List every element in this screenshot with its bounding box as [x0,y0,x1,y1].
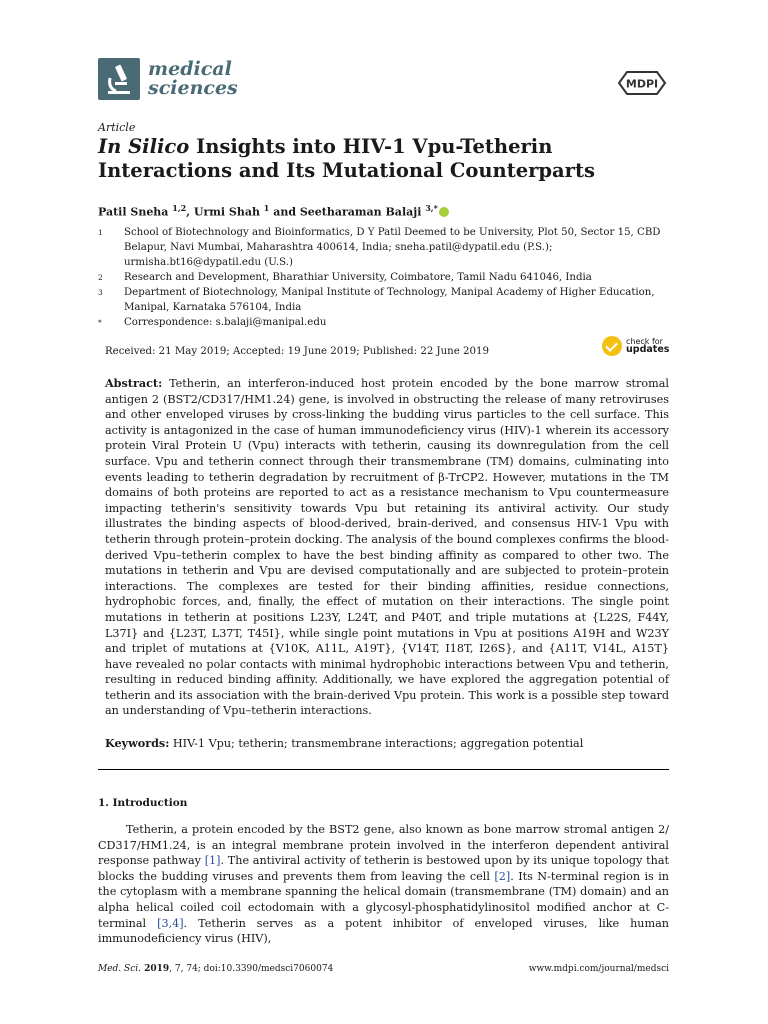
keywords [105,736,669,750]
title-rest: Insights into HIV-1 Vpu-Tetherin Interactions and Its Mutational Counterparts [98,135,595,182]
citation-link[interactable]: [1] [204,854,221,868]
footer-doi[interactable]: , 7, 74; doi:10.3390/medsci7060074 [169,964,334,974]
publication-dates: Received: 21 May 2019; Accepted: 19 June 2019; Published: 22 June 2019 [105,346,489,357]
affiliation-number: 3 [98,288,103,297]
author-1-affil: 1,2 [172,203,187,213]
author-2-affil: 1 [263,203,270,213]
intro-text-4: . Tetherin serves as a potent inhibitor of enveloped viruses, like human immunodeficiency virus (HIV), [98,916,669,946]
author-1: Patil Sneha [98,205,173,219]
affiliation-number: * [98,318,102,327]
microscope-logo-icon [98,58,140,100]
footer-journal-url[interactable]: www.mdpi.com/journal/medsci [528,964,669,974]
check-updates-badge[interactable] [602,336,669,356]
mdpi-logo-icon[interactable] [613,68,669,98]
keywords-label: Keywords: [105,736,170,750]
check-updates-icon [602,336,622,356]
orcid-icon[interactable] [439,207,449,217]
check-updates-label [626,338,669,354]
author-list [98,203,449,219]
correspondence-text[interactable]: Correspondence: s.balaji@manipal.edu [124,317,327,328]
affiliation-text: Department of Biotechnology, Manipal Institute of Technology, Manipal Academy of Higher Education, Manipal, Karnataka 576104, India [124,287,655,313]
mdpi-logo-text: MDPI [625,77,659,91]
journal-name-line2: sciences [148,77,238,99]
author-3: and Seetharaman Balaji [269,205,426,219]
affiliation-number: 2 [98,273,103,282]
journal-logo[interactable] [98,58,238,100]
check-updates-line1: check for [626,337,663,346]
paper-title [98,135,678,183]
affiliations [98,225,668,330]
abstract-text: Tetherin, an interferon-induced host protein encoded by the bone marrow stromal antigen 2 (BST2/CD317/HM1.24) gene, is involved in obstructing the release of many retroviruses and other enveloped viruses by cross-linking the budding virus particles to the cell surface. This activity is antagonized in the case of human immunodeficiency virus (HIV)-1 wherein its accessory protein Viral Protein U (Vpu) interacts with tetherin, causing its downregulation from the cell surface. Vpu and tetherin connect through their transmembrane (TM) domains, culminating into events leading to tetherin degradation by recruitment of β-TrCP2. However, mutations in the TM domains of both proteins are reported to act as a resistance mechanism to Vpu countermeasure impacting tetherin's sensitivity towards Vpu but retaining its antiviral activity. Our study illustrates the binding aspects of blood-derived, brain-derived, and consensus HIV-1 Vpu with tetherin through protein–protein docking. The analysis of the bound complexes confirms the blood-derived Vpu–tetherin complex to have the best binding affinity as compared to other two. The mutations in tetherin and Vpu are devised computationally and are subjected to protein–protein interactions. The complexes are tested for their binding affinities, residue connections, hydrophobic forces, and, finally, the effect of mutation on their interactions. The single point mutations in tetherin at positions L23Y, L24T, and P40T, and triple mutations at {L22S, F44Y, L37I} and {L23T, L37T, T45I}, while single point mutations in Vpu at positions A19H and W23Y and triplet of mutations at {V10K, A11L, A19T}, {V14T, I18T, I26S}, and {A11T, V14L, A15T} have revealed no polar contacts with minimal hydrophobic interactions between Vpu and tetherin, resulting in reduced binding affinity. Additionally, we have explored the aggregation potential of tetherin and its association with the brain-derived Vpu protein. This work is a possible step toward an understanding of Vpu–tetherin interactions. [105,377,669,718]
affiliation-text: School of Biotechnology and Bioinformatics, D Y Patil Deemed to be University, Plot 50, Sector 15, CBD Belapur, Navi Mumbai, Maharashtra 400614, India; sneha.patil@dypatil.edu (P.S.); urmisha.bt16@dypatil.edu (U.S.) [124,227,661,268]
affiliation-1 [98,225,668,270]
intro-text-2: . The antiviral activity of tetherin is bestowed upon by its unique topology that blocks the budding viruses and prevents them from leaving the cell [98,854,669,883]
affiliation-text: Research and Development, Bharathiar University, Coimbatore, Tamil Nadu 641046, India [124,272,592,283]
check-updates-line2: updates [626,344,670,355]
affiliation-3 [98,285,668,315]
footer-year: 2019 [140,964,170,974]
affiliation-number: 1 [98,228,103,237]
journal-name-line1: medical [148,58,232,80]
footer-citation [98,964,333,974]
citation-link[interactable]: [3,4] [157,916,184,930]
author-3-affil: 3,* [425,203,438,213]
citation-link[interactable]: [2] [494,869,511,883]
affiliation-2 [98,270,668,285]
footer-journal-abbr: Med. Sci. [98,964,141,974]
article-type: Article [98,121,136,134]
keywords-text: HIV-1 Vpu; tetherin; transmembrane interactions; aggregation potential [169,737,584,750]
title-italic: In Silico [98,135,190,158]
introduction-paragraph [98,822,669,947]
intro-text-1: Tetherin, a protein encoded by the BST2 gene, also known as bone marrow stromal antigen 2/ CD317/HM1.24, is an integral membrane protein involved in the interferon dependent antiviral response pathway [98,823,669,868]
correspondence [98,315,668,330]
abstract [105,376,669,719]
intro-text-3: . Its N-terminal region is in the cytoplasm with a membrane spanning the helical domain (transmembrane (TM) domain) and an alpha helical coiled coil ectodomain with a glycosyl-phosphatidylinositol modified anchor at C-terminal [98,869,670,930]
abstract-label: Abstract: [105,376,163,390]
author-2: , Urmi Shah [186,205,264,219]
section-divider [98,769,669,770]
journal-name [148,60,238,98]
section-heading-introduction: 1. Introduction [98,797,188,809]
